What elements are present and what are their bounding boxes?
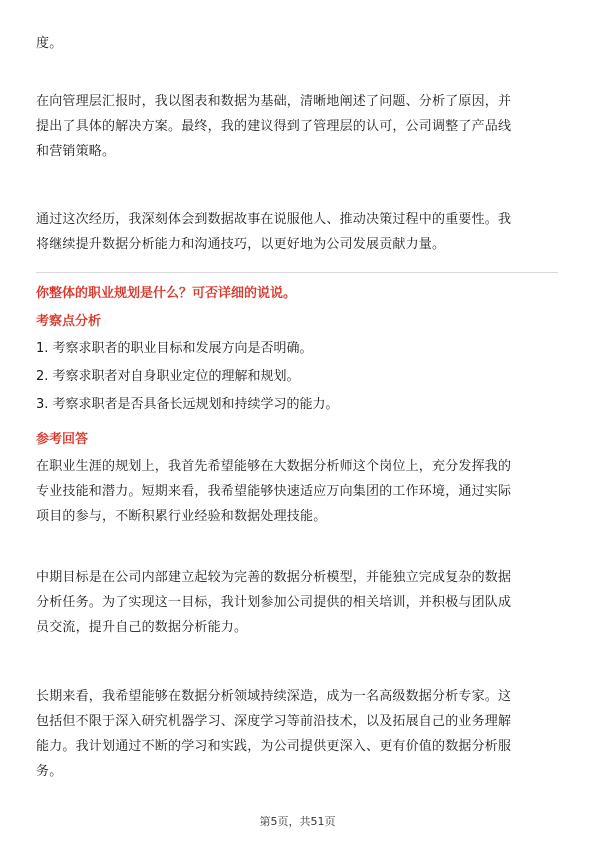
paragraph-conclusion (36, 207, 558, 257)
paragraph-report (36, 89, 558, 164)
text-line: 包括但不限于深入研究机器学习、深度学习等前沿技术，以及拓展自己的业务理解 (36, 714, 512, 729)
answer-paragraph-short-term (36, 454, 558, 529)
answer-heading: 参考回答 (36, 432, 89, 447)
answer-paragraph-mid-term (36, 565, 558, 640)
analysis-item: 3. 考察求职者是否具备长远规划和持续学习的能力。 (36, 397, 339, 412)
paragraph-continuation (36, 31, 558, 56)
answer-paragraph-long-term (36, 684, 558, 784)
text-line: 项目的参与，不断积累行业经验和数据处理技能。 (36, 509, 327, 524)
text-line: 能力。我计划通过不断的学习和实践，为公司提供更深入、更有价值的数据分析服 (36, 739, 512, 754)
text-line: 分析任务。为了实现这一目标，我计划参加公司提供的相关培训，并积极与团队成 (36, 595, 512, 610)
analysis-heading: 考察点分析 (36, 314, 102, 329)
page-number: 第5页，共51页 (259, 815, 336, 828)
text-line: 专业技能和潜力。短期来看，我希望能够快速适应万向集团的工作环境，通过实际 (36, 484, 512, 499)
text-line: 员交流，提升自己的数据分析能力。 (36, 620, 248, 635)
text-line: 通过这次经历，我深刻体会到数据故事在说服他人、推动决策过程中的重要性。我 (36, 212, 512, 227)
text-line: 在职业生涯的规划上，我首先希望能够在大数据分析师这个岗位上，充分发挥我的 (36, 459, 512, 474)
text-line: 将继续提升数据分析能力和沟通技巧，以更好地为公司发展贡献力量。 (36, 237, 446, 252)
text-line: 和营销策略。 (36, 144, 116, 159)
text-line: 度。 (36, 36, 63, 51)
text-line: 提出了具体的解决方案。最终，我的建议得到了管理层的认可，公司调整了产品线 (36, 119, 512, 134)
analysis-item: 1. 考察求职者的职业目标和发展方向是否明确。 (36, 341, 313, 356)
analysis-item: 2. 考察求职者对自身职业定位的理解和规划。 (36, 369, 300, 384)
text-line: 中期目标是在公司内部建立起较为完善的数据分析模型，并能独立完成复杂的数据 (36, 570, 512, 585)
text-line: 长期来看，我希望能够在数据分析领域持续深造，成为一名高级数据分析专家。这 (36, 689, 512, 704)
text-line: 务。 (36, 764, 63, 779)
interview-question: 你整体的职业规划是什么？可否详细的说说。 (36, 286, 297, 301)
text-line: 在向管理层汇报时，我以图表和数据为基础，清晰地阐述了问题、分析了原因，并 (36, 94, 512, 109)
section-divider (36, 272, 558, 273)
